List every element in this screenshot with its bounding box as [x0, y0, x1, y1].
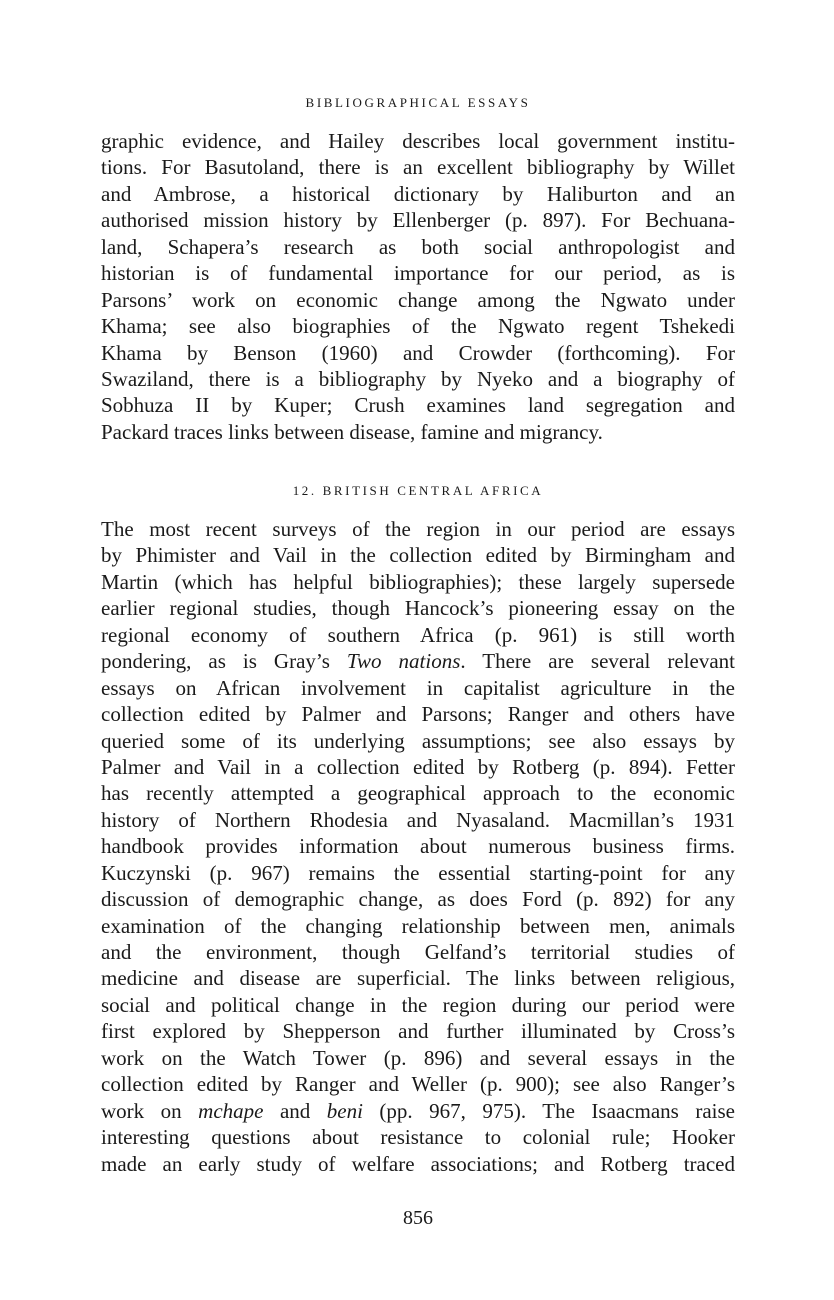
text-line: Khama; see also biographies of the Ngwato regent Tshekedi	[101, 314, 735, 339]
text-line: Packard traces links between disease, famine and migrancy.	[101, 419, 603, 444]
text-line: Kuczynski (p. 967) remains the essential starting-point for any	[101, 860, 735, 885]
page-number: 856	[403, 1207, 433, 1229]
italic-term: mchape	[198, 1098, 264, 1123]
text-segment: (pp. 967, 975). The Isaacmans raise	[362, 1098, 735, 1123]
text-line	[101, 648, 735, 674]
text-line: made an early study of welfare associations; and Rotberg traced	[101, 1151, 735, 1176]
text-line: authorised mission history by Ellenberger (p. 897). For Bechuana-	[101, 208, 735, 233]
text-line: and the environment, though Gelfand’s territorial studies of	[101, 940, 735, 964]
text-line: has recently attempted a geographical approach to the economic	[101, 781, 735, 806]
italic-title: Two nations	[346, 649, 461, 674]
text-segment: and	[263, 1098, 327, 1123]
text-line: collection edited by Ranger and Weller (p. 900); see also Ranger’s	[101, 1072, 735, 1097]
text-line: earlier regional studies, though Hancock’s pioneering essay on the	[101, 596, 735, 621]
italic-term: beni	[326, 1098, 363, 1123]
paragraph-british-central-africa	[101, 516, 735, 1177]
text-line: by Phimister and Vail in the collection edited by Birmingham and	[101, 543, 735, 568]
paragraph-basutoland-swaziland	[101, 128, 735, 445]
text-line: queried some of its underlying assumptions; see also essays by	[101, 728, 735, 753]
text-line: collection edited by Palmer and Parsons; Ranger and others have	[101, 702, 735, 727]
text-line: work on the Watch Tower (p. 896) and several essays in the	[101, 1045, 735, 1070]
text-line: tions. For Basutoland, there is an excellent bibliography by Willet	[101, 155, 735, 180]
text-line: Sobhuza II by Kuper; Crush examines land segregation and	[101, 393, 735, 418]
text-line: medicine and disease are superficial. The links between religious,	[101, 966, 735, 991]
text-line: Martin (which has helpful bibliographies); these largely supersede	[101, 569, 735, 594]
text-line	[101, 1098, 735, 1124]
text-line: discussion of demographic change, as does Ford (p. 892) for any	[101, 887, 735, 912]
text-line: social and political change in the region during our period were	[101, 992, 735, 1017]
text-line: interesting questions about resistance to colonial rule; Hooker	[101, 1125, 735, 1150]
text-line: handbook provides information about numerous business firms.	[101, 834, 735, 859]
text-segment: work on	[101, 1098, 199, 1123]
text-line: The most recent surveys of the region in our period are essays	[101, 517, 735, 541]
text-segment: . There are several relevant	[460, 649, 735, 674]
text-line: graphic evidence, and Hailey describes local government institu-	[101, 129, 735, 153]
running-head: BIBLIOGRAPHICAL ESSAYS	[305, 95, 531, 110]
text-line: land, Schapera’s research as both social anthropologist and	[101, 234, 735, 259]
text-line: and Ambrose, a historical dictionary by Haliburton and an	[101, 181, 735, 206]
text-line: examination of the changing relationship between men, animals	[101, 913, 735, 938]
text-line: Palmer and Vail in a collection edited by Rotberg (p. 894). Fetter	[101, 754, 735, 779]
section-heading: 12. BRITISH CENTRAL AFRICA	[292, 483, 544, 498]
text-line: Khama by Benson (1960) and Crowder (forthcoming). For	[101, 340, 735, 365]
text-line: first explored by Shepperson and further illuminated by Cross’s	[101, 1019, 735, 1044]
text-line: regional economy of southern Africa (p. 961) is still worth	[101, 622, 735, 647]
text-segment: pondering, as is Gray’s	[101, 649, 347, 674]
text-line: essays on African involvement in capitalist agriculture in the	[101, 675, 735, 700]
text-line: Parsons’ work on economic change among the Ngwato under	[101, 287, 735, 312]
text-line: Swaziland, there is a bibliography by Nyeko and a biography of	[101, 366, 735, 391]
text-line: history of Northern Rhodesia and Nyasaland. Macmillan’s 1931	[101, 807, 735, 832]
text-line: historian is of fundamental importance for our period, as is	[101, 261, 735, 286]
